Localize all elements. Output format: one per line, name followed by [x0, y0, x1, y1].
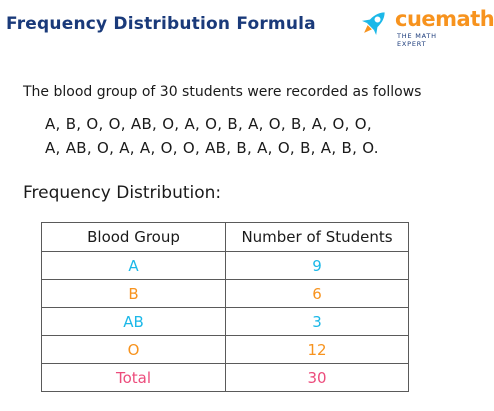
- blood-group-cell: AB: [42, 308, 226, 336]
- intro-text: The blood group of 30 students were recorded as follows: [23, 84, 422, 100]
- total-count-cell: 30: [226, 364, 409, 392]
- count-cell: 3: [226, 308, 409, 336]
- header-number-of-students: Number of Students: [226, 223, 409, 252]
- table-header-row: [42, 223, 409, 252]
- table-row: [42, 252, 409, 280]
- table-row: [42, 336, 409, 364]
- count-cell: 12: [226, 336, 409, 364]
- total-label-cell: Total: [42, 364, 226, 392]
- count-cell: 6: [226, 280, 409, 308]
- blood-group-cell: A: [42, 252, 226, 280]
- page-title: Frequency Distribution Formula: [6, 14, 316, 34]
- cuemath-logo[interactable]: [357, 6, 494, 48]
- sequence-line-1: A, B, O, O, AB, O, A, O, B, A, O, B, A, O, O,: [45, 115, 372, 133]
- frequency-table: [41, 222, 409, 392]
- rocket-icon: [357, 6, 391, 40]
- header-blood-group: Blood Group: [42, 223, 226, 252]
- brand-tagline: THE MATH EXPERT: [397, 32, 437, 48]
- section-heading: Frequency Distribution:: [23, 183, 222, 203]
- blood-group-cell: B: [42, 280, 226, 308]
- table-row-total: [42, 364, 409, 392]
- blood-group-cell: O: [42, 336, 226, 364]
- count-cell: 9: [226, 252, 409, 280]
- brand-name: cuemath: [395, 7, 494, 31]
- table-row: [42, 308, 409, 336]
- table-row: [42, 280, 409, 308]
- sequence-line-2: A, AB, O, A, A, O, O, AB, B, A, O, B, A, B, O.: [45, 139, 379, 157]
